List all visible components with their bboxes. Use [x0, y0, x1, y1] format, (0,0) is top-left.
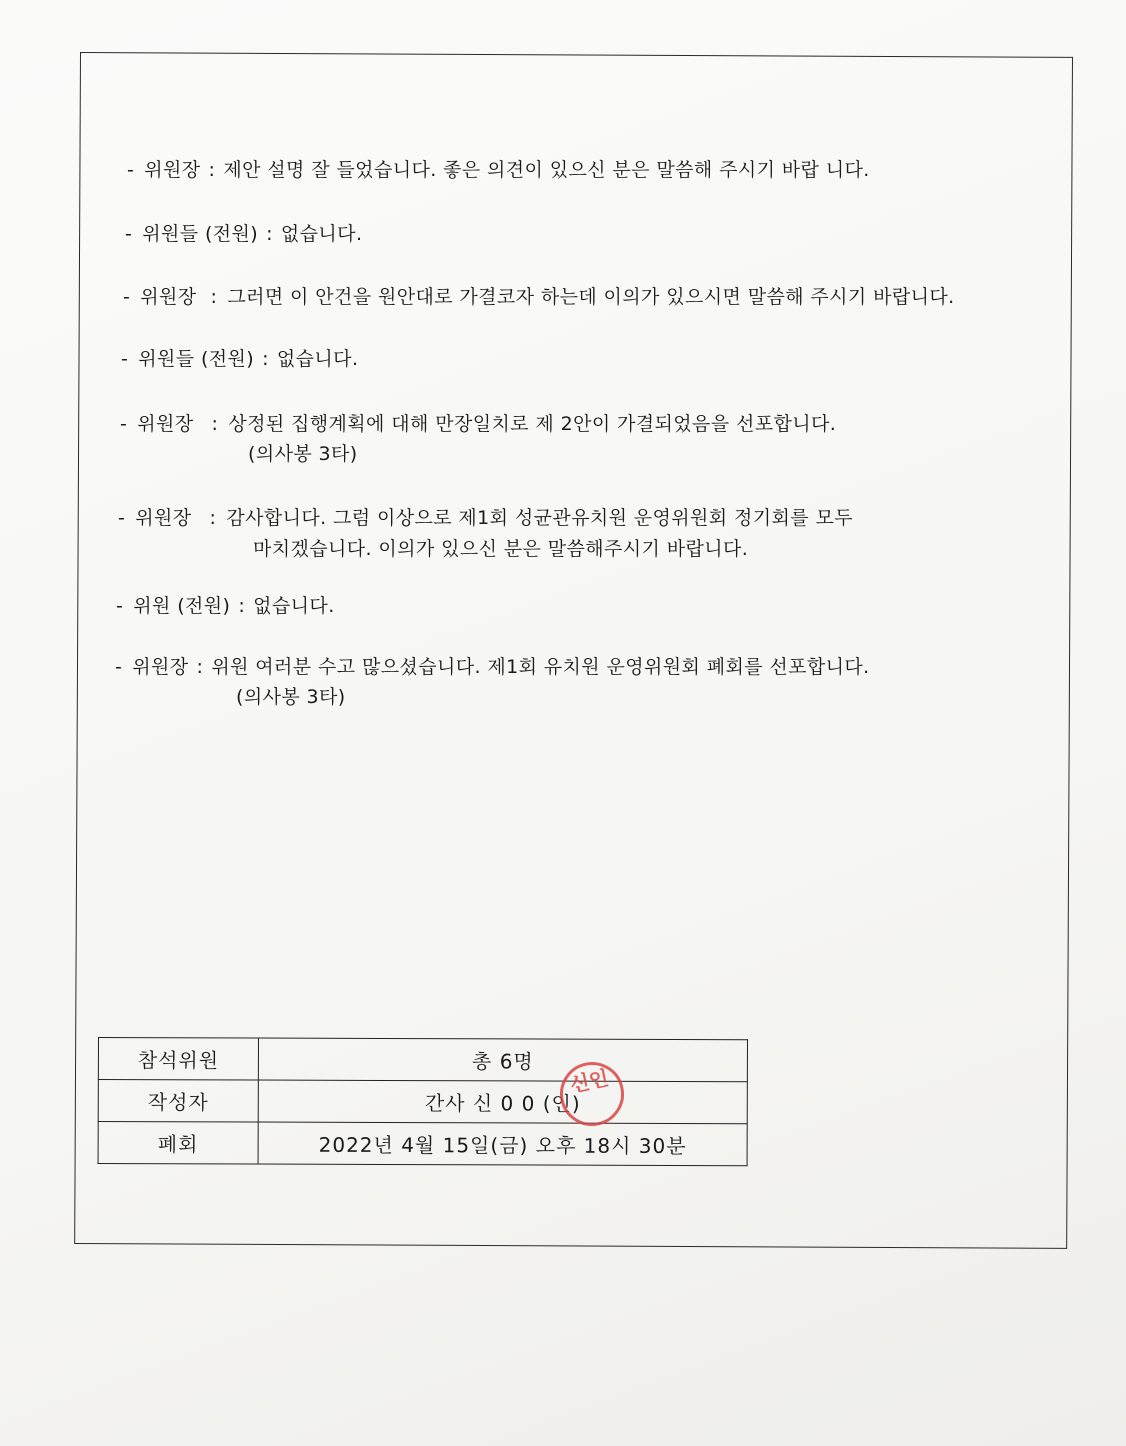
gavel-note: (의사봉 3타) [236, 686, 346, 708]
speaker: 위원장 [132, 656, 189, 678]
statement-continuation: 마치겠습니다. 이의가 있으신 분은 말씀해주시기 바랍니다. [253, 538, 749, 560]
statement: 없습니다. [276, 348, 359, 370]
statement: 그러면 이 안건을 원안대로 가결코자 하는데 이의가 있으시면 말씀해 주시기 바랍니다. [227, 286, 955, 308]
separator: : [238, 595, 246, 617]
separator: : [210, 286, 218, 308]
minutes-entry [120, 412, 836, 436]
speaker: 위원들 (전원) [142, 223, 259, 245]
table-row [98, 1038, 747, 1082]
separator: : [209, 507, 217, 529]
attendees-value: 총 6명 [258, 1038, 747, 1082]
statement: 없습니다. [280, 223, 363, 245]
statement: 위원 여러분 수고 많으셨습니다. 제1회 유치원 운영위원회 폐회를 선포합니다. [211, 656, 870, 678]
bullet: - [125, 223, 133, 245]
statement: 제안 설명 잘 들었습니다. 좋은 의견이 있으신 분은 말씀해 주시기 바랍 니다. [223, 159, 870, 181]
adjournment-label: 폐회 [98, 1122, 258, 1165]
author-label: 작성자 [98, 1080, 258, 1123]
table-row [98, 1122, 747, 1166]
speaker: 위원들 (전원) [138, 348, 255, 370]
bullet: - [120, 413, 128, 435]
minutes-entry [127, 158, 870, 182]
bullet: - [118, 507, 126, 529]
table-row [98, 1080, 747, 1124]
speaker: 위원장 [135, 507, 192, 529]
speaker: 위원장 [137, 413, 194, 435]
seal-text: 신인 [567, 1065, 611, 1098]
bullet: - [121, 348, 129, 370]
statement: 상정된 집행계획에 대해 만장일치로 제 2안이 가결되었음을 선포합니다. [228, 413, 837, 435]
minutes-entry [123, 285, 955, 309]
speaker: 위원장 [140, 286, 197, 308]
separator: : [211, 413, 219, 435]
separator: : [196, 656, 204, 678]
summary-table [98, 1037, 748, 1166]
minutes-entry [115, 655, 870, 679]
adjournment-value: 2022년 4월 15일(금) 오후 18시 30분 [258, 1122, 747, 1166]
author-value: 간사 신 0 0 (인) [258, 1080, 747, 1124]
statement: 감사합니다. 그럼 이상으로 제1회 성균관유치원 운영위원회 정기회를 모두 [226, 507, 853, 529]
speaker: 위원 (전원) [133, 595, 231, 617]
bullet: - [127, 159, 135, 181]
gavel-note: (의사봉 3타) [248, 443, 358, 465]
minutes-entry [121, 347, 358, 371]
separator: : [208, 159, 216, 181]
bullet: - [123, 286, 131, 308]
statement: 없습니다. [253, 595, 335, 617]
minutes-entry [116, 594, 335, 618]
separator: : [266, 223, 273, 245]
separator: : [262, 348, 269, 370]
bullet: - [115, 656, 123, 678]
minutes-entry [118, 506, 853, 530]
minutes-entry [125, 222, 362, 246]
speaker: 위원장 [144, 159, 201, 181]
attendees-label: 참석위원 [98, 1038, 258, 1081]
bullet: - [116, 595, 124, 617]
